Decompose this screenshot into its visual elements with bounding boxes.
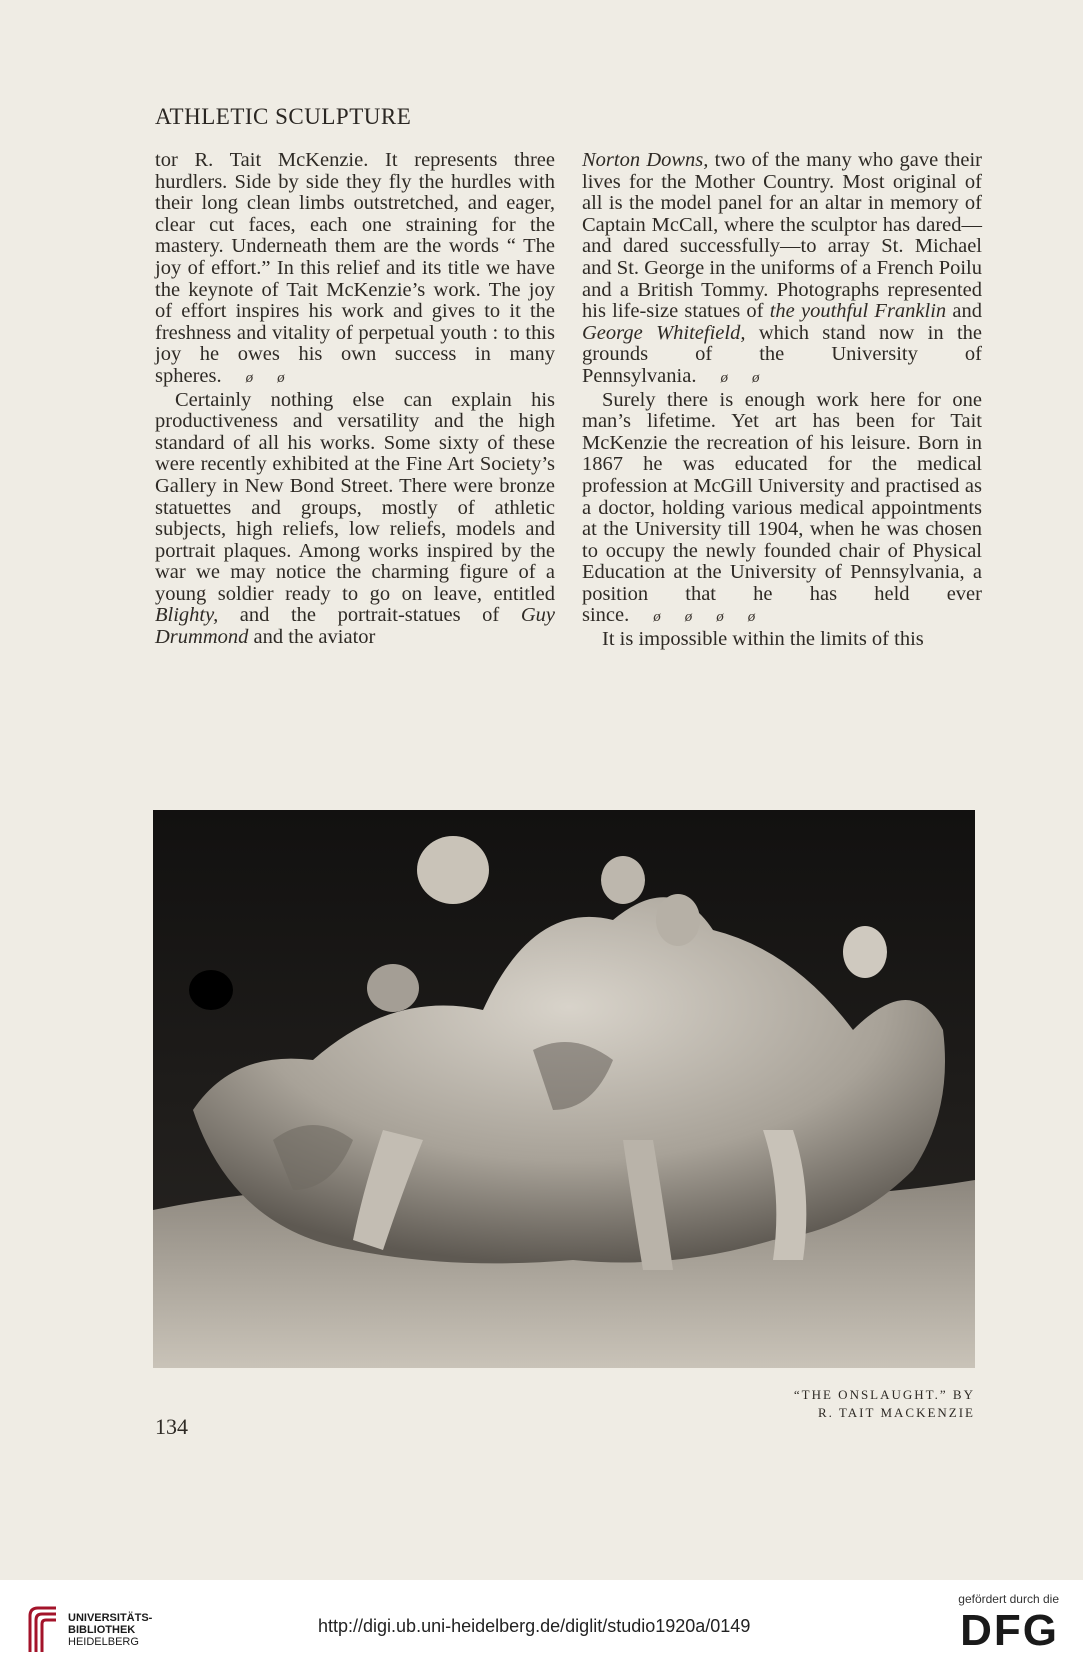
left-paragraph-2: Certainly nothing else can explain his productiveness and versatility and the high standard of all his works. Some sixty of these were recently exhibited at the Fine Art Society’s Gallery in New Bond Street. There were bronze statuettes and groups, mostly of athletic subjects, high reliefs, low reliefs, models and portrait plaques. Among works inspired by the war we may notice the charming figure of a young soldier ready to go on leave, entitled Blighty, and the portrait-statues of Guy Drummond and the aviator [155,388,555,649]
library-name: UNIVERSITÄTS- BIBLIOTHEK HEIDELBERG [68,1612,153,1648]
running-title: ATHLETIC SCULPTURE [155,104,412,129]
leaf-ornament: ø [747,609,756,626]
dfg-logo[interactable] [909,1592,1059,1656]
leaf-ornament: ø [653,609,661,626]
right-paragraph-1: Norton Downs, two of the many who gave their lives for the Mother Country. Most original of all is the model panel for an altar in memory of Captain McCall, where the sculptor has dared—and dared successfully—to array St. Michael and St. George in the uniforms of a French Poilu and a British Tommy. Photographs represented his life-size statues of the youthful Franklin and George Whitefield, which stand now in the grounds of the University of Pennsylvania. ø ø [582,149,983,387]
digitization-footer [0,1580,1083,1680]
dfg-wordmark: DFG [960,1606,1059,1655]
right-column [582,150,982,651]
left-paragraph-1: tor R. Tait McKenzie. It represents three hurdlers. Side by side they fly the hurdles with their long clean limbs outstretched, and eager, clear cut faces, each one straining for the mastery. Underneath them are the words “ The joy of effort.” In this relief and its title we have the keynote of Tait McKenzie’s work. The joy of effort inspires his work and gives to it the freshness and vitality of perpetual youth : to this joy he owes his own success in many spheres. ø ø [155,149,555,387]
sculpture-photograph [153,810,975,1368]
leaf-ornament: ø [716,609,724,626]
figure-caption [794,1386,975,1422]
page-number: 134 [155,1414,188,1439]
title-guy-drummond: Guy Drummond [155,604,555,649]
right-paragraph-2: Surely there is enough work here for one man’s lifetime. Yet art has been for Tait McKenzie the recreation of his leisure. Born in 1867 he was educated for the medical profession at McGill University and practised as a doctor, holding various medical appointments at the University till 1904, when he was chosen to occupy the newly founded chair of Physical Education at the University of Pennsylvania, a position that he has held ever since. ø ø ø ø [582,388,982,627]
leaf-ornament: ø [684,609,693,626]
leaf-ornament: ø [245,369,254,386]
title-franklin: the youthful Franklin [769,300,947,323]
caption-line-2: R. TAIT MACKENZIE [817,1405,975,1420]
leaf-ornament: ø [277,369,285,386]
library-emblem-icon [22,1602,60,1658]
title-norton-downs: Norton Downs, [582,149,709,171]
right-paragraph-3: It is impossible within the limits of this [602,628,924,651]
left-column [155,150,555,649]
leaf-ornament: ø [751,369,760,386]
sculpture-illustration [153,810,975,1368]
funded-by-label: gefördert durch die [958,1592,1059,1606]
library-logo[interactable] [22,1598,202,1662]
leaf-ornament: ø [720,369,728,386]
caption-line-1: “THE ONSLAUGHT.” BY [793,1387,975,1402]
permalink-url[interactable]: http://digi.ub.uni-heidelberg.de/diglit/studio1920a/0149 [318,1616,751,1636]
title-whitefield: George Whitefield, [582,321,746,344]
title-blighty: Blighty, [155,604,219,627]
